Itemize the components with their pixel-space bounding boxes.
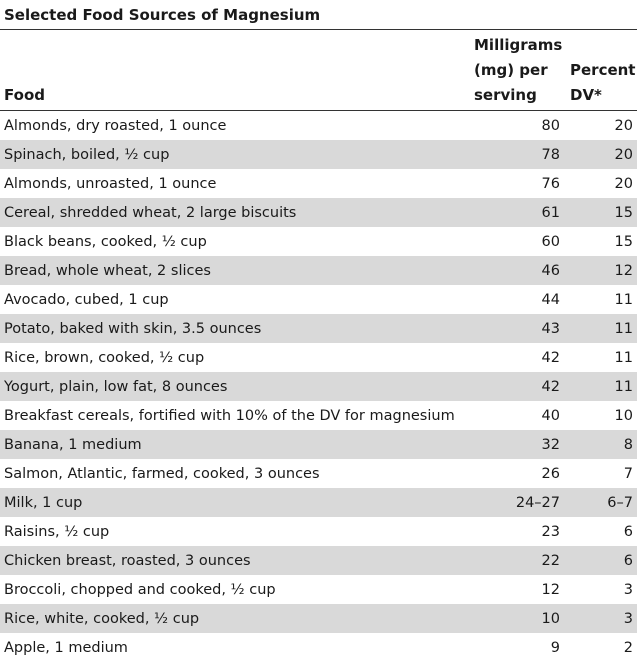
cell-food: Yogurt, plain, low fat, 8 ounces bbox=[0, 372, 466, 401]
cell-milligrams: 42 bbox=[466, 372, 564, 401]
cell-percent-dv: 11 bbox=[564, 372, 637, 401]
cell-percent-dv: 8 bbox=[564, 430, 637, 459]
cell-percent-dv: 12 bbox=[564, 256, 637, 285]
header-dv-line1: Percent bbox=[570, 61, 636, 79]
table-row bbox=[0, 256, 637, 285]
table-row bbox=[0, 169, 637, 198]
header-mg-line2: (mg) per bbox=[474, 61, 548, 79]
cell-percent-dv: 2 bbox=[623, 639, 633, 656]
cell-food: Black beans, cooked, ½ cup bbox=[4, 233, 207, 250]
table-row bbox=[0, 111, 637, 141]
header-dv-line2: DV* bbox=[570, 86, 602, 104]
cell-percent-dv: 20 bbox=[564, 140, 637, 169]
table-row bbox=[0, 140, 637, 169]
table-row bbox=[0, 401, 637, 430]
cell-food: Cereal, shredded wheat, 2 large biscuits bbox=[0, 198, 466, 227]
cell-food: Almonds, dry roasted, 1 ounce bbox=[4, 117, 227, 134]
table-row bbox=[0, 575, 637, 604]
cell-milligrams: 22 bbox=[466, 546, 564, 575]
header-row bbox=[0, 31, 637, 111]
cell-food: Salmon, Atlantic, farmed, cooked, 3 ounces bbox=[4, 465, 320, 482]
table-row bbox=[0, 517, 637, 546]
cell-milligrams: 23 bbox=[541, 523, 560, 540]
cell-food: Potato, baked with skin, 3.5 ounces bbox=[0, 314, 466, 343]
cell-percent-dv: 11 bbox=[614, 291, 633, 308]
title-divider bbox=[0, 29, 637, 30]
table-row bbox=[0, 488, 637, 517]
table-row bbox=[0, 372, 637, 401]
cell-food: Apple, 1 medium bbox=[4, 639, 128, 656]
cell-food: Banana, 1 medium bbox=[0, 430, 466, 459]
cell-percent-dv: 20 bbox=[614, 117, 633, 134]
cell-milligrams: 44 bbox=[541, 291, 560, 308]
table-row bbox=[0, 285, 637, 314]
cell-percent-dv: 6 bbox=[623, 523, 633, 540]
table-row bbox=[0, 343, 637, 372]
cell-percent-dv: 11 bbox=[564, 314, 637, 343]
table-row bbox=[0, 459, 637, 488]
cell-food: Spinach, boiled, ½ cup bbox=[0, 140, 466, 169]
table-row bbox=[0, 430, 637, 459]
cell-food: Almonds, unroasted, 1 ounce bbox=[4, 175, 217, 192]
cell-food: Chicken breast, roasted, 3 ounces bbox=[0, 546, 466, 575]
cell-milligrams: 12 bbox=[541, 581, 560, 598]
cell-percent-dv: 6 bbox=[564, 546, 637, 575]
cell-food: Breakfast cereals, fortified with 10% of the DV for magnesium bbox=[4, 407, 455, 424]
header-percent-dv bbox=[564, 31, 637, 111]
cell-percent-dv: 3 bbox=[564, 604, 637, 633]
table-title: Selected Food Sources of Magnesium bbox=[4, 6, 321, 24]
table-row bbox=[0, 604, 637, 633]
header-food: Food bbox=[0, 31, 466, 111]
cell-percent-dv: 3 bbox=[623, 581, 633, 598]
cell-milligrams: 40 bbox=[541, 407, 560, 424]
header-mg-line3: serving bbox=[474, 86, 537, 104]
table-row bbox=[0, 227, 637, 256]
cell-milligrams: 9 bbox=[550, 639, 560, 656]
table-row bbox=[0, 546, 637, 575]
magnesium-table bbox=[0, 31, 637, 662]
header-mg-line1: Milligrams bbox=[474, 36, 563, 54]
cell-food: Raisins, ½ cup bbox=[4, 523, 110, 540]
table-row bbox=[0, 314, 637, 343]
cell-percent-dv: 6–7 bbox=[564, 488, 637, 517]
cell-milligrams: 32 bbox=[466, 430, 564, 459]
cell-percent-dv: 15 bbox=[564, 198, 637, 227]
cell-milligrams: 76 bbox=[541, 175, 560, 192]
cell-food: Avocado, cubed, 1 cup bbox=[4, 291, 169, 308]
cell-milligrams: 26 bbox=[541, 465, 560, 482]
cell-milligrams: 80 bbox=[541, 117, 560, 134]
table-row bbox=[0, 198, 637, 227]
cell-milligrams: 46 bbox=[466, 256, 564, 285]
cell-percent-dv: 10 bbox=[614, 407, 633, 424]
cell-percent-dv: 15 bbox=[614, 233, 633, 250]
cell-percent-dv: 11 bbox=[614, 349, 633, 366]
cell-food: Rice, white, cooked, ½ cup bbox=[0, 604, 466, 633]
cell-milligrams: 10 bbox=[466, 604, 564, 633]
cell-percent-dv: 7 bbox=[623, 465, 633, 482]
cell-milligrams: 61 bbox=[466, 198, 564, 227]
header-milligrams bbox=[466, 31, 564, 111]
cell-food: Milk, 1 cup bbox=[0, 488, 466, 517]
cell-milligrams: 42 bbox=[541, 349, 560, 366]
table-row bbox=[0, 633, 637, 662]
cell-milligrams: 24–27 bbox=[466, 488, 564, 517]
cell-milligrams: 78 bbox=[466, 140, 564, 169]
cell-percent-dv: 20 bbox=[614, 175, 633, 192]
cell-milligrams: 43 bbox=[466, 314, 564, 343]
cell-food: Broccoli, chopped and cooked, ½ cup bbox=[4, 581, 276, 598]
cell-milligrams: 60 bbox=[541, 233, 560, 250]
cell-food: Bread, whole wheat, 2 slices bbox=[0, 256, 466, 285]
cell-food: Rice, brown, cooked, ½ cup bbox=[4, 349, 205, 366]
